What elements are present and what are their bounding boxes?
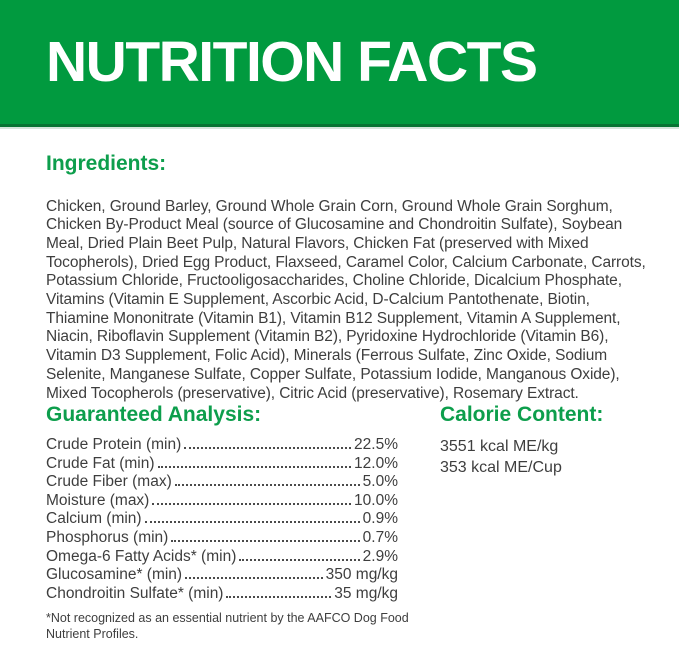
guaranteed-analysis-heading: Guaranteed Analysis: xyxy=(46,403,262,426)
ga-row-label: Crude Protein (min) xyxy=(46,436,182,453)
ga-table-row xyxy=(46,473,398,492)
guaranteed-analysis-table xyxy=(46,436,398,603)
ga-row-label: Crude Fat (min) xyxy=(46,454,155,472)
ga-table-row xyxy=(46,455,398,474)
ga-row-label: Crude Fiber (max) xyxy=(46,473,172,491)
ga-row-label: Calcium (min) xyxy=(46,510,142,528)
ga-table-row xyxy=(46,585,398,604)
ga-row-label: Phosphorus (min) xyxy=(46,528,169,546)
ga-row-value: 0.9% xyxy=(362,510,398,528)
ga-row-dot-leader xyxy=(226,596,331,598)
ga-row-dot-leader xyxy=(145,521,360,523)
ga-row-dot-leader xyxy=(152,503,351,505)
ga-row-value: 35 mg/kg xyxy=(334,584,398,602)
ga-row-value: 2.9% xyxy=(362,547,398,565)
ga-row-dot-leader xyxy=(158,466,352,468)
ga-row-dot-leader xyxy=(185,577,323,579)
calorie-content-heading: Calorie Content: xyxy=(440,403,604,426)
calorie-content-lines xyxy=(440,437,603,478)
header-banner xyxy=(0,0,679,127)
ga-row-value: 10.0% xyxy=(354,491,398,509)
page-title: NUTRITION FACTS xyxy=(46,29,537,94)
ga-table-row xyxy=(46,566,398,585)
ga-row-dot-leader xyxy=(184,447,351,449)
ga-row-label: Moisture (max) xyxy=(46,491,150,509)
ga-row-label: Chondroitin Sulfate* (min) xyxy=(46,584,224,602)
ga-table-row xyxy=(46,492,398,511)
aafco-footnote: *Not recognized as an essential nutrient by the AAFCO Dog Food Nutrient Profiles. xyxy=(46,611,409,642)
calorie-kcal-per-cup: 353 kcal ME/Cup xyxy=(440,458,562,476)
ga-row-value: 12.0% xyxy=(354,454,398,472)
ga-row-label: Glucosamine* (min) xyxy=(46,566,183,584)
ga-table-row xyxy=(46,510,398,529)
ga-row-value: 5.0% xyxy=(362,473,398,491)
ga-row-value: 22.5% xyxy=(354,436,398,453)
guaranteed-analysis-section xyxy=(46,403,409,655)
calorie-content-section xyxy=(440,403,603,478)
ga-table-row xyxy=(46,548,398,567)
ga-table-row xyxy=(46,436,398,455)
ingredients-heading: Ingredients: xyxy=(46,152,167,175)
ga-row-dot-leader xyxy=(175,484,360,486)
ga-row-value: 350 mg/kg xyxy=(325,566,398,584)
ga-table-row xyxy=(46,529,398,548)
ga-row-dot-leader xyxy=(171,540,359,542)
calorie-kcal-per-kg: 3551 kcal ME/kg xyxy=(440,438,559,455)
ga-row-value: 0.7% xyxy=(362,528,398,546)
ingredients-text: Chicken, Ground Barley, Ground Whole Grain Corn, Ground Whole Grain Sorghum, Chicken By-Product Meal (source of Glucosamine and Chondroitin Sulfate), Soybean Meal, Dried Plain Beet Pulp, Natural Flavors, Chicken Fat (preserved with Mixed Tocopherols), Dried Egg Product, Flaxseed, Caramel Color, Calcium Carbonate, Carrots, Potassium Chloride, Fructooligosaccharides, Choline Chloride, Dicalcium Phosphate, Vitamins (Vitamin E Supplement, Ascorbic Acid, D-Calcium Pantothenate, Biotin, Thiamine Mononitrate (Vitamin B1), Vitamin B12 Supplement, Vitamin A Supplement, Niacin, Riboflavin Supplement (Vitamin B2), Pyridoxine Hydrochloride (Vitamin B6), Vitamin D3 Supplement, Folic Acid), Minerals (Ferrous Sulfate, Zinc Oxide, Sodium Selenite, Manganese Sulfate, Copper Sulfate, Potassium Iodide, Manganous Oxide), Mixed Tocopherols (preservative), Citric Acid (preservative), Rosemary Extract. xyxy=(46,197,646,402)
ga-row-dot-leader xyxy=(239,559,359,561)
ga-row-label: Omega-6 Fatty Acids* (min) xyxy=(46,547,237,565)
